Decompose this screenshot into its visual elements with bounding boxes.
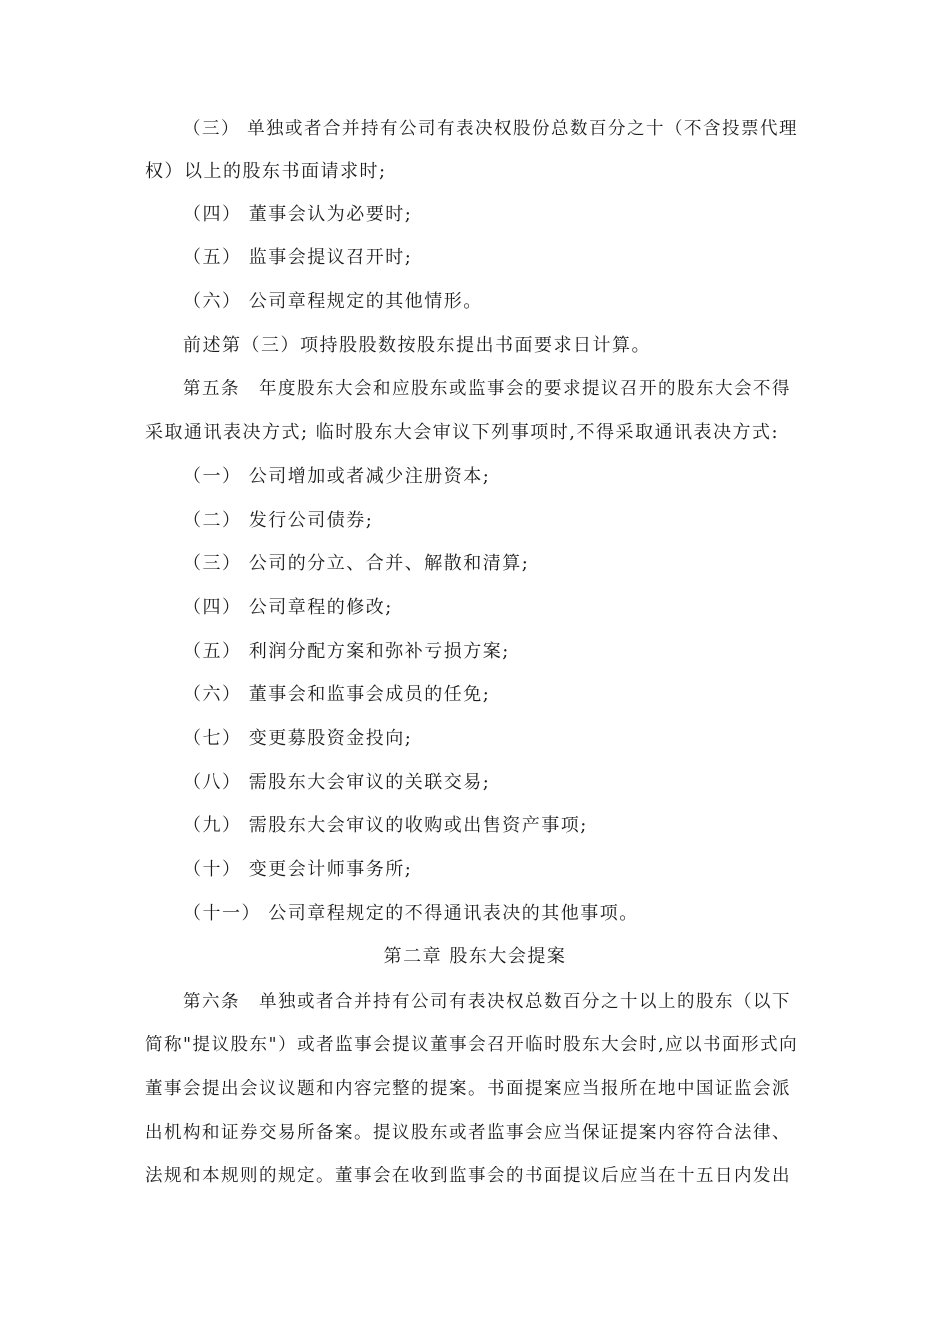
paragraph-line: 权）以上的股东书面请求时;: [145, 161, 387, 182]
list-item: （四） 董事会认为必要时;: [183, 204, 413, 225]
list-item: （五） 利润分配方案和弥补亏损方案;: [183, 641, 510, 662]
list-item: （一） 公司增加或者减少注册资本;: [183, 466, 491, 487]
paragraph-line: 法规和本规则的规定。董事会在收到监事会的书面提议后应当在十五日内发出: [145, 1166, 791, 1186]
paragraph-line: （三） 单独或者合并持有公司有表决权股份总数百分之十（不含投票代理: [183, 119, 799, 139]
chapter-heading: 第二章 股东大会提案: [383, 946, 567, 967]
list-item: （四） 公司章程的修改;: [183, 597, 393, 618]
list-item: （二） 发行公司债券;: [183, 510, 374, 531]
paragraph-line: 前述第（三）项持股股数按股东提出书面要求日计算。: [183, 335, 651, 356]
article-heading-line: 第五条 年度股东大会和应股东或监事会的要求提议召开的股东大会不得: [183, 379, 791, 399]
list-item: （六） 董事会和监事会成员的任免;: [183, 684, 491, 705]
list-item: （九） 需股东大会审议的收购或出售资产事项;: [183, 815, 588, 836]
article-heading-line: 第六条 单独或者合并持有公司有表决权总数百分之十以上的股东（以下: [183, 992, 791, 1012]
paragraph-line: 简称"提议股东"）或者监事会提议董事会召开临时股东大会时,应以书面形式向: [145, 1035, 799, 1055]
list-item: （十一） 公司章程规定的不得通讯表决的其他事项。: [183, 903, 639, 924]
paragraph-line: 董事会提出会议议题和内容完整的提案。书面提案应当报所在地中国证监会派: [145, 1079, 791, 1099]
paragraph-line: 出机构和证券交易所备案。提议股东或者监事会应当保证提案内容符合法律、: [145, 1123, 791, 1143]
list-item: （八） 需股东大会审议的关联交易;: [183, 772, 491, 793]
list-item: （十） 变更会计师事务所;: [183, 859, 413, 880]
list-item: （七） 变更募股资金投向;: [183, 728, 413, 749]
list-item: （五） 监事会提议召开时;: [183, 247, 413, 268]
list-item: （六） 公司章程规定的其他情形。: [183, 291, 483, 312]
paragraph-line: 采取通讯表决方式; 临时股东大会审议下列事项时,不得采取通讯表决方式:: [145, 422, 780, 443]
list-item: （三） 公司的分立、合并、解散和清算;: [183, 553, 530, 574]
